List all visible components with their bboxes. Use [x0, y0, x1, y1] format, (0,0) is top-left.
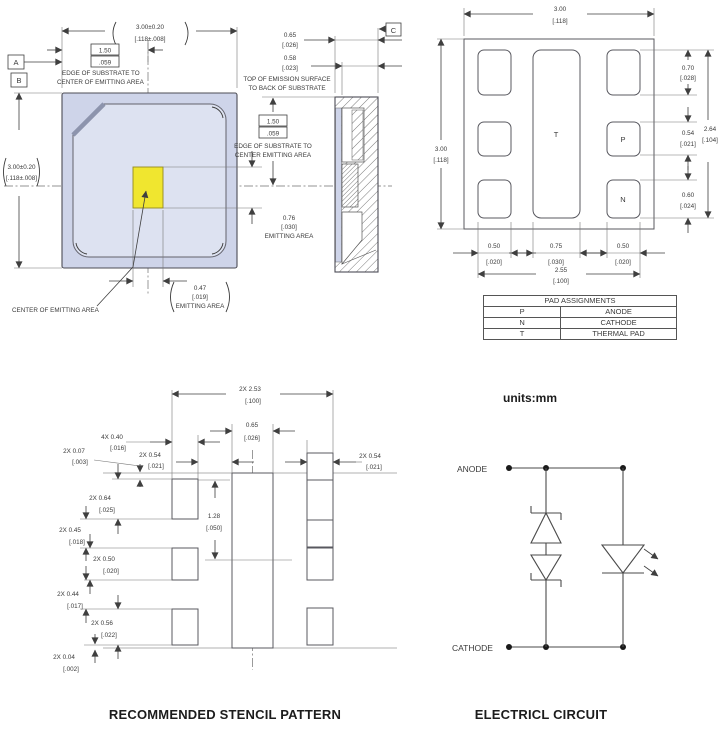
svg-text:0.50: 0.50 [616, 243, 630, 250]
svg-text:[.020]: [.020] [103, 568, 119, 575]
svg-text:1.50: 1.50 [98, 47, 112, 55]
svg-text:2X 0.64: 2X 0.64 [89, 495, 111, 502]
table-row [484, 329, 677, 340]
cavity-upper-step [352, 110, 363, 160]
svg-text:[.002]: [.002] [63, 666, 79, 673]
pad-label-t: T [553, 130, 559, 139]
svg-text:EDGE OF SUBSTRATE TO: EDGE OF SUBSTRATE TO [62, 70, 140, 77]
svg-text:[.023]: [.023] [282, 65, 298, 72]
svg-text:A: A [13, 58, 19, 67]
dim-stencil-045 [59, 506, 86, 561]
dim-stencil-004 [53, 634, 95, 673]
dim-stencil-056 [91, 595, 118, 659]
svg-text:0.58: 0.58 [283, 55, 297, 62]
pad-right-top [607, 50, 640, 95]
datum-b [11, 73, 27, 87]
electrical-circuit [452, 464, 658, 653]
led-symbol [602, 468, 658, 647]
svg-text:2.55: 2.55 [554, 267, 568, 274]
emitting-region-section [342, 164, 358, 207]
svg-text:3.00: 3.00 [553, 6, 567, 13]
junction-dot [506, 465, 512, 471]
svg-text:0.76: 0.76 [282, 215, 296, 222]
dim-stencil-044 [57, 566, 86, 623]
svg-text:[.022]: [.022] [101, 632, 117, 639]
svg-text:4X 0.40: 4X 0.40 [101, 434, 123, 441]
svg-text:CENTER OF EMITTING AREA: CENTER OF EMITTING AREA [57, 79, 144, 86]
pad-assignment: ANODE [561, 307, 677, 318]
svg-text:0.60: 0.60 [681, 192, 695, 199]
pad-assignments-table [483, 295, 677, 340]
side-view [234, 23, 402, 272]
svg-text:[.020]: [.020] [615, 259, 631, 266]
aperture-left-3 [172, 609, 198, 645]
svg-text:[.100]: [.100] [245, 398, 261, 405]
svg-text:[.118±.008]: [.118±.008] [134, 36, 166, 43]
svg-text:[.019]: [.019] [192, 294, 208, 301]
svg-text:TO BACK OF SUBSTRATE: TO BACK OF SUBSTRATE [248, 85, 326, 92]
svg-text:2.64: 2.64 [703, 126, 717, 133]
aperture-right-3 [307, 608, 333, 645]
junction-dot [506, 644, 512, 650]
emission-surface-strip [336, 108, 342, 262]
svg-text:2X 0.45: 2X 0.45 [59, 527, 81, 534]
svg-text:[.028]: [.028] [680, 75, 696, 82]
stencil-caption: RECOMMENDED STENCIL PATTERN [108, 707, 342, 722]
circuit-caption: ELECTRICL CIRCUIT [474, 707, 608, 722]
svg-text:[.104]: [.104] [702, 137, 718, 144]
pad-code: T [484, 329, 561, 340]
svg-text:[.020]: [.020] [486, 259, 502, 266]
table-row [484, 318, 677, 329]
svg-text:2X 0.56: 2X 0.56 [91, 620, 113, 627]
svg-text:0.50: 0.50 [487, 243, 501, 250]
cathode-label: CATHODE [452, 643, 493, 653]
svg-text:1.28: 1.28 [207, 513, 221, 520]
aperture-right-2 [307, 548, 333, 580]
dim-pad-pitch [478, 267, 640, 285]
pad-assignment: CATHODE [561, 318, 677, 329]
aperture-left-1 [172, 479, 198, 519]
pad-label-n: N [620, 195, 626, 204]
svg-text:[.003]: [.003] [72, 459, 88, 466]
pad-left-bottom [478, 180, 511, 218]
dim-stencil-007 [63, 448, 140, 487]
svg-text:2X 0.04: 2X 0.04 [53, 654, 75, 661]
datum-c [379, 23, 401, 36]
emitting-area [133, 167, 163, 208]
svg-text:B: B [16, 76, 22, 85]
svg-text:0.47: 0.47 [193, 285, 207, 292]
dim-edge-to-center-side [234, 97, 336, 185]
svg-text:[.016]: [.016] [110, 445, 126, 452]
svg-text:[.118±.008]: [.118±.008] [6, 175, 37, 182]
svg-text:[.021]: [.021] [366, 464, 382, 471]
svg-text:CENTER EMITTING AREA: CENTER EMITTING AREA [234, 152, 312, 159]
svg-text:.059: .059 [266, 130, 280, 138]
dim-stencil-050 [90, 534, 119, 594]
pad-left-mid [478, 122, 511, 156]
svg-text:[.030]: [.030] [548, 259, 564, 266]
dim-stencil-253 [172, 386, 333, 405]
stencil-pattern [53, 386, 397, 673]
dim-overall-height [4, 93, 63, 268]
dim-stencil-054-left [139, 452, 254, 470]
svg-text:CENTER OF EMITTING AREA: CENTER OF EMITTING AREA [12, 307, 99, 314]
svg-text:EDGE OF SUBSTRATE TO: EDGE OF SUBSTRATE TO [234, 143, 312, 150]
svg-text:2X 0.54: 2X 0.54 [359, 453, 381, 460]
dim-edge-to-center [47, 43, 163, 86]
svg-text:2X 0.07: 2X 0.07 [63, 448, 85, 455]
svg-text:EMITTING AREA: EMITTING AREA [175, 303, 225, 310]
pad-code: P [484, 307, 561, 318]
table-row [484, 307, 677, 318]
svg-text:3.00: 3.00 [434, 146, 448, 153]
svg-text:TOP OF EMISSION SURFACE: TOP OF EMISSION SURFACE [243, 76, 331, 83]
dim-bottom-width [464, 6, 654, 36]
svg-text:[.118]: [.118] [552, 18, 568, 25]
dim-stencil-064 [89, 464, 118, 534]
svg-text:[.025]: [.025] [99, 507, 115, 514]
svg-text:C: C [390, 26, 397, 35]
aperture-thermal [232, 473, 273, 648]
svg-text:3.00±0.20: 3.00±0.20 [7, 164, 36, 171]
aperture-right-stack [307, 453, 333, 547]
svg-text:2X 2.53: 2X 2.53 [239, 386, 261, 393]
led-light-arrow [644, 549, 658, 559]
dim-stencil-054-right [285, 453, 382, 471]
svg-text:2X 0.54: 2X 0.54 [139, 452, 161, 459]
svg-text:[.017]: [.017] [67, 603, 83, 610]
svg-text:1.50: 1.50 [266, 118, 280, 126]
led-light-arrow [644, 566, 658, 576]
pad-label-p: P [620, 135, 626, 144]
pad-code: N [484, 318, 561, 329]
tvs-diode-symbol [531, 468, 561, 647]
svg-text:0.75: 0.75 [549, 243, 563, 250]
svg-text:0.65: 0.65 [245, 422, 259, 429]
svg-text:[.100]: [.100] [553, 278, 569, 285]
svg-text:2X 0.44: 2X 0.44 [57, 591, 79, 598]
dim-bottom-height [433, 39, 464, 229]
units-note: units:mm [503, 391, 557, 405]
anode-label: ANODE [457, 464, 488, 474]
svg-text:[.026]: [.026] [244, 435, 260, 442]
svg-text:[.021]: [.021] [680, 141, 696, 148]
pad-left-top [478, 50, 511, 95]
svg-text:.059: .059 [98, 59, 112, 67]
svg-text:3.00±0.20: 3.00±0.20 [136, 24, 164, 31]
svg-text:2X 0.50: 2X 0.50 [93, 556, 115, 563]
svg-text:[.024]: [.024] [680, 203, 696, 210]
svg-text:0.70: 0.70 [681, 65, 695, 72]
pad-assignment: THERMAL PAD [561, 329, 677, 340]
svg-text:EMITTING AREA: EMITTING AREA [264, 233, 314, 240]
svg-text:0.65: 0.65 [283, 32, 297, 39]
dim-stencil-040 [101, 434, 220, 452]
bottom-view [433, 6, 718, 285]
svg-text:[.030]: [.030] [281, 224, 297, 231]
dim-stencil-065 [210, 422, 295, 442]
svg-text:0.54: 0.54 [681, 130, 695, 137]
svg-text:[.018]: [.018] [69, 539, 85, 546]
aperture-left-2 [172, 548, 198, 580]
pad-table-title: PAD ASSIGNMENTS [484, 296, 677, 307]
svg-text:[.118]: [.118] [433, 157, 449, 164]
datum-a [8, 55, 62, 69]
svg-text:[.021]: [.021] [148, 463, 164, 470]
svg-text:[.026]: [.026] [282, 42, 298, 49]
svg-text:[.050]: [.050] [206, 525, 222, 532]
